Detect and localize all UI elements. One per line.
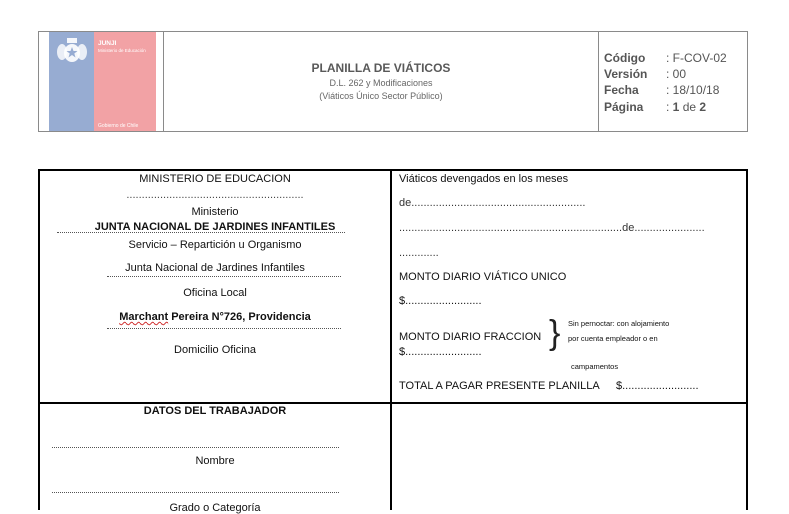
worker-section-title: DATOS DEL TRABAJADOR — [143, 405, 287, 417]
monto-unico-label: MONTO DIARIO VIÁTICO UNICO — [399, 271, 567, 283]
nombre-label: Nombre — [195, 455, 235, 467]
meta-pagina: Página : 1 de 2 — [604, 100, 707, 114]
junta-name: Junta Nacional de Jardines Infantiles — [125, 262, 305, 274]
domicilio-label: Domicilio Oficina — [174, 344, 256, 356]
meta-codigo: Código : F-COV-02 — [604, 51, 727, 65]
document-subtitle: (Viáticos Único Sector Público) — [319, 91, 443, 101]
monto-fraccion-value: $......................... — [399, 346, 482, 358]
viaticos-devengados: Viáticos devengados en los meses — [399, 173, 569, 185]
total-value: $......................... — [616, 380, 699, 392]
junta-name-upper: JUNTA NACIONAL DE JARDINES INFANTILES — [94, 221, 336, 233]
oficina-label: Oficina Local — [183, 287, 247, 299]
fill-line — [107, 276, 341, 277]
months-line-2: .........................................................................de....................... — [399, 222, 705, 234]
logo-org: JUNJI — [98, 40, 117, 47]
ministerio-educacion: MINISTERIO DE EDUCACION — [139, 173, 291, 185]
grado-label: Grado o Categoría — [169, 502, 261, 514]
brace-icon: } — [549, 314, 561, 352]
meta-fecha: Fecha : 18/10/18 — [604, 83, 720, 97]
row-divider — [38, 402, 748, 404]
document-header — [38, 31, 748, 132]
months-line-3: ............. — [399, 247, 439, 259]
fill-line — [52, 492, 339, 493]
document-subtitle: D.L. 262 y Modificaciones — [329, 78, 433, 88]
months-line-1: de......................................................... — [399, 197, 586, 209]
fraccion-note-1: Sin pernoctar: con alojamiento — [568, 319, 670, 328]
ministerio-label: Ministerio — [191, 206, 239, 218]
monto-unico-value: $......................... — [399, 295, 482, 307]
column-divider — [390, 169, 392, 510]
junji-logo — [49, 32, 156, 131]
monto-fraccion-label: MONTO DIARIO FRACCION — [399, 331, 542, 343]
logo-government: Gobierno de Chile — [98, 123, 139, 129]
address: Marchant Pereira N°726, Providencia — [119, 311, 311, 323]
chile-coat-of-arms-icon — [53, 36, 91, 66]
ministerio-dots: .......................................................... — [126, 189, 304, 201]
fill-line — [107, 328, 341, 329]
fill-line — [57, 232, 345, 233]
document-title: PLANILLA DE VIÁTICOS — [311, 61, 451, 75]
total-label: TOTAL A PAGAR PRESENTE PLANILLA — [399, 380, 600, 392]
header-divider — [598, 32, 599, 131]
logo-ministry: Ministerio de Educación — [98, 48, 146, 53]
fraccion-note-2: por cuenta empleador o en — [568, 334, 658, 343]
fill-line — [52, 447, 339, 448]
meta-version: Versión : 00 — [604, 67, 687, 81]
fraccion-note-3: campamentos — [571, 362, 619, 371]
servicio-label: Servicio – Repartición u Organismo — [128, 239, 302, 251]
